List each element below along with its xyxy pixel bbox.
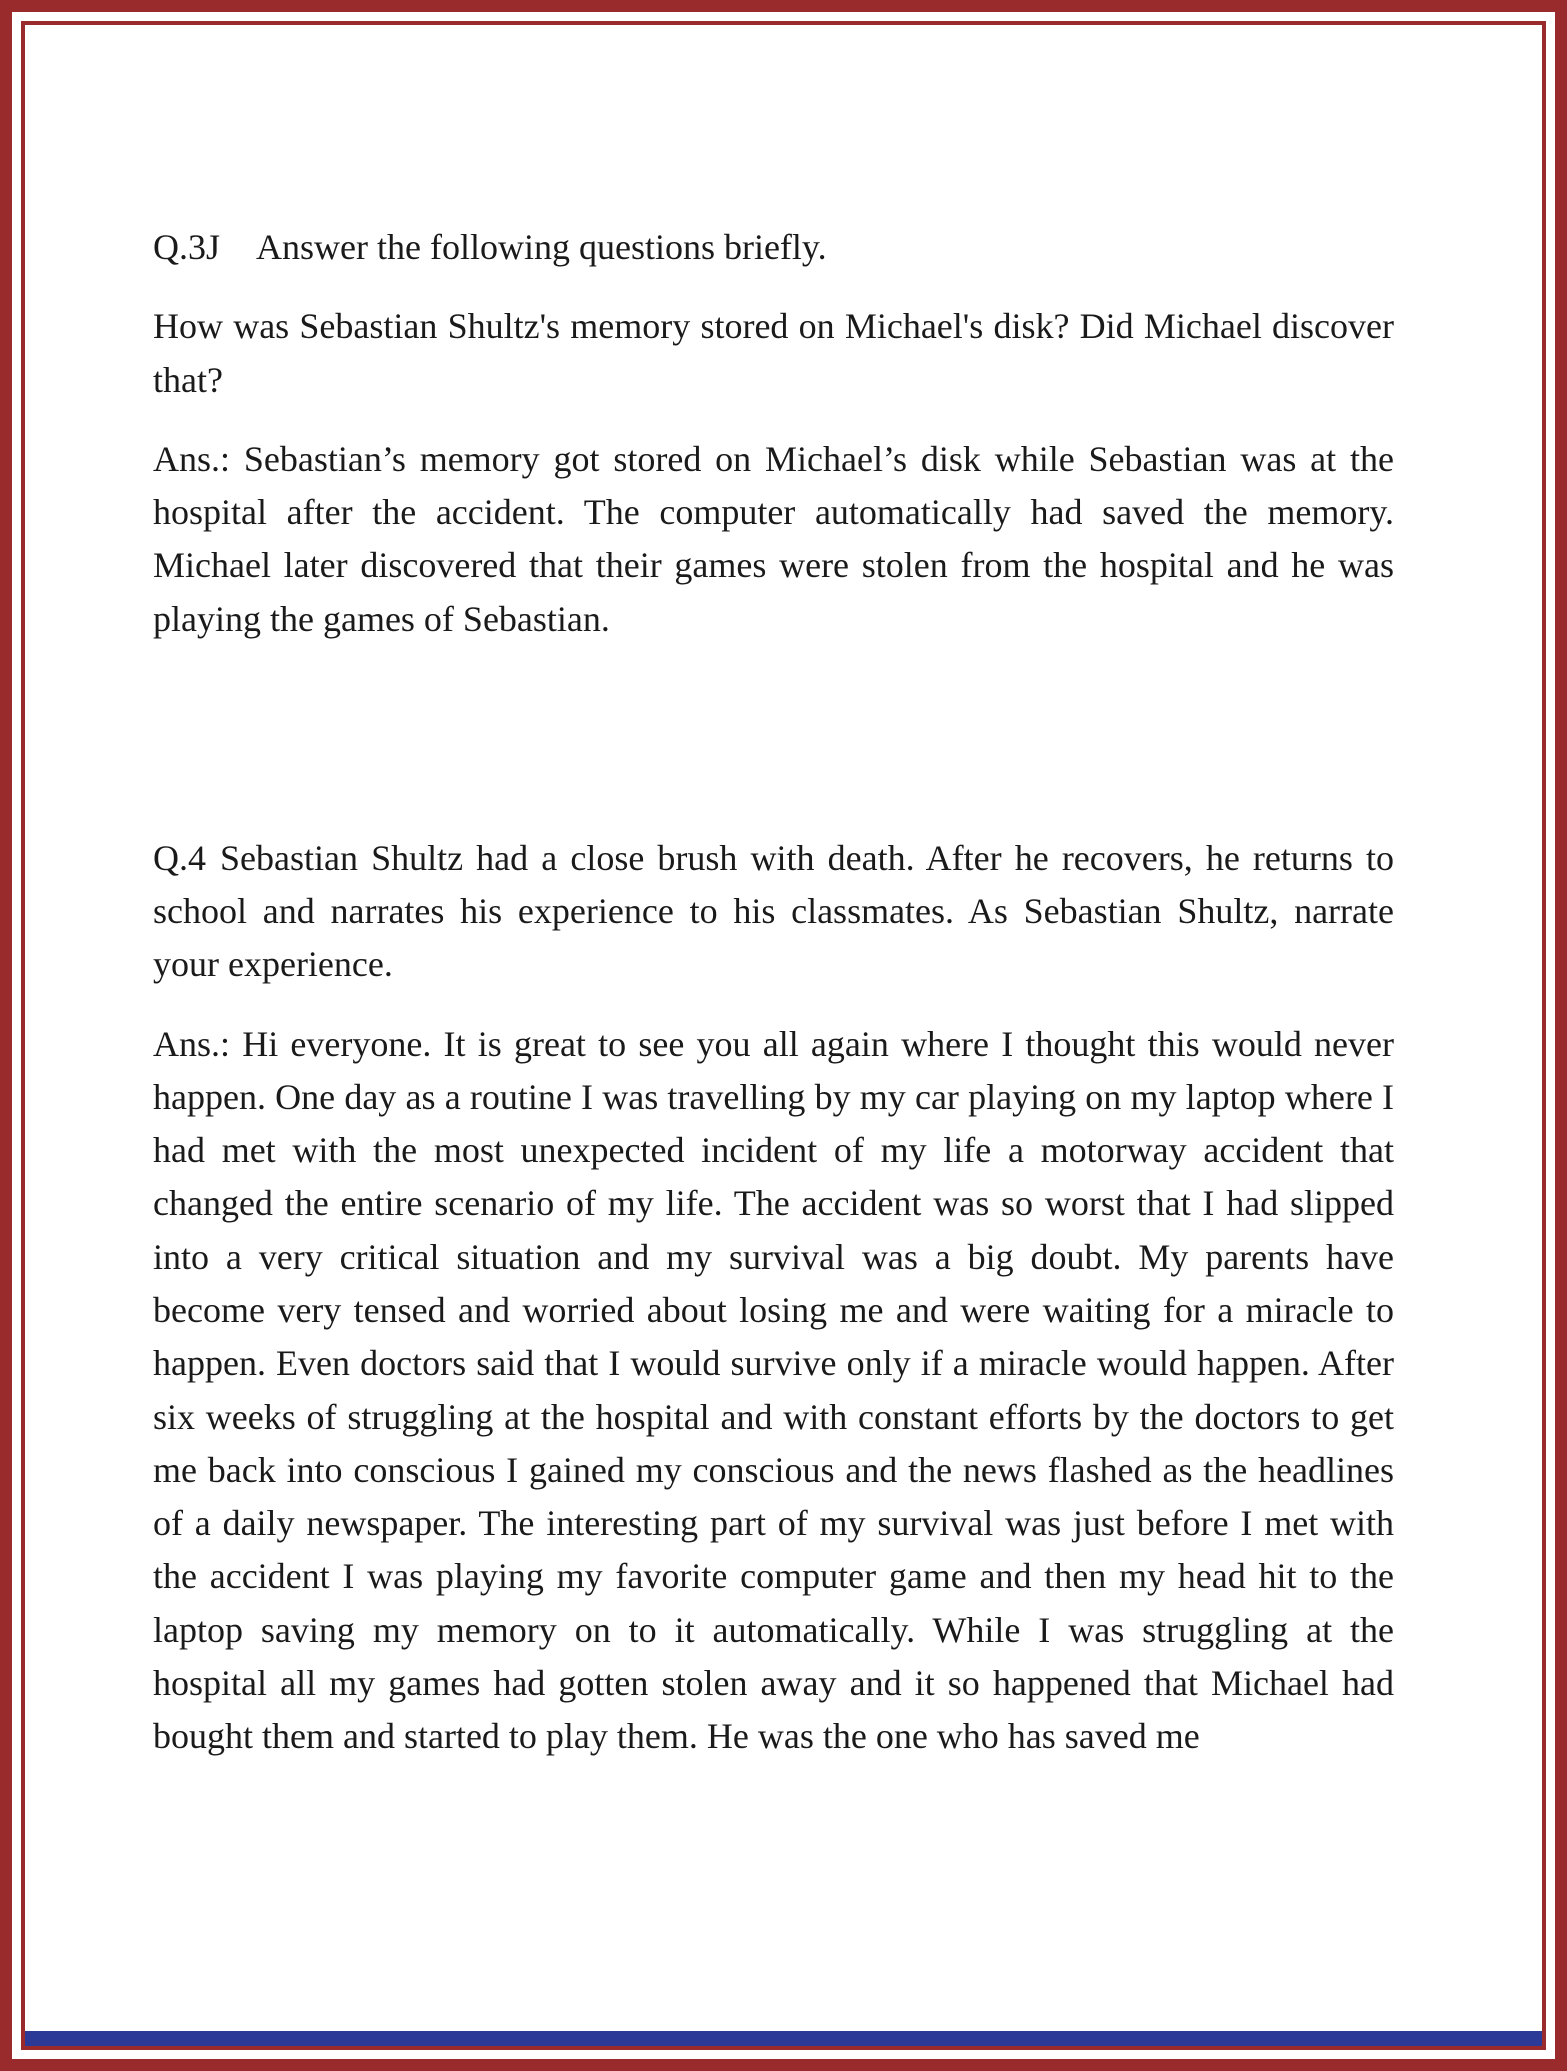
q4-answer: Ans.: Hi everyone. It is great to see you all again where I thought this would never happen. One day as a routine I was travelling by my car playing on my laptop where I had met with the most unexpected incident of my life a motorway accident that changed the entire scenario of my life. The accident was so worst that I had slipped into a very critical situation and my survival was a big doubt. My parents have become very tensed and worried about losing me and were waiting for a miracle to happen. Even doctors said that I would survive only if a miracle would happen. After six weeks of struggling at the hospital and with constant efforts by the doctors to get me back into conscious I gained my conscious and the news flashed as the headlines of a daily newspaper. The interesting part of my survival was just before I met with the accident I was playing my favorite computer game and then my head hit to the laptop saving my memory on to it automatically. While I was struggling at the hospital all my games had gotten stolen away and it so happened that Michael had bought them and started to play them. He was the one who has saved me <box>153 1023 1394 1757</box>
q3j-answer: Ans.: Sebastian’s memory got stored on Michael’s disk while Sebastian was at the hospital after the accident. The computer automatically had saved the memory. Michael later discovered that their games were stolen from the hospital and he was playing the games of Sebastian. <box>153 438 1394 639</box>
document-content <box>25 25 1542 1763</box>
bottom-blue-strip <box>25 2031 1542 2046</box>
q3j-label: Q.3J <box>153 227 221 267</box>
q4-question <box>153 832 1394 992</box>
page-border <box>21 21 1546 2050</box>
q3j-heading-text: Answer the following questions briefly. <box>256 227 827 267</box>
q4-question-text: Sebastian Shultz had a close brush with death. After he recovers, he returns to school and narrates his experience to his classmates. As Sebastian Shultz, narrate your experience. <box>153 837 1394 985</box>
q3j-question: How was Sebastian Shultz's memory stored on Michael's disk? Did Michael discover that? <box>153 306 1394 400</box>
q3j-heading <box>153 221 1394 274</box>
q4-label: Q.4 <box>153 837 206 878</box>
